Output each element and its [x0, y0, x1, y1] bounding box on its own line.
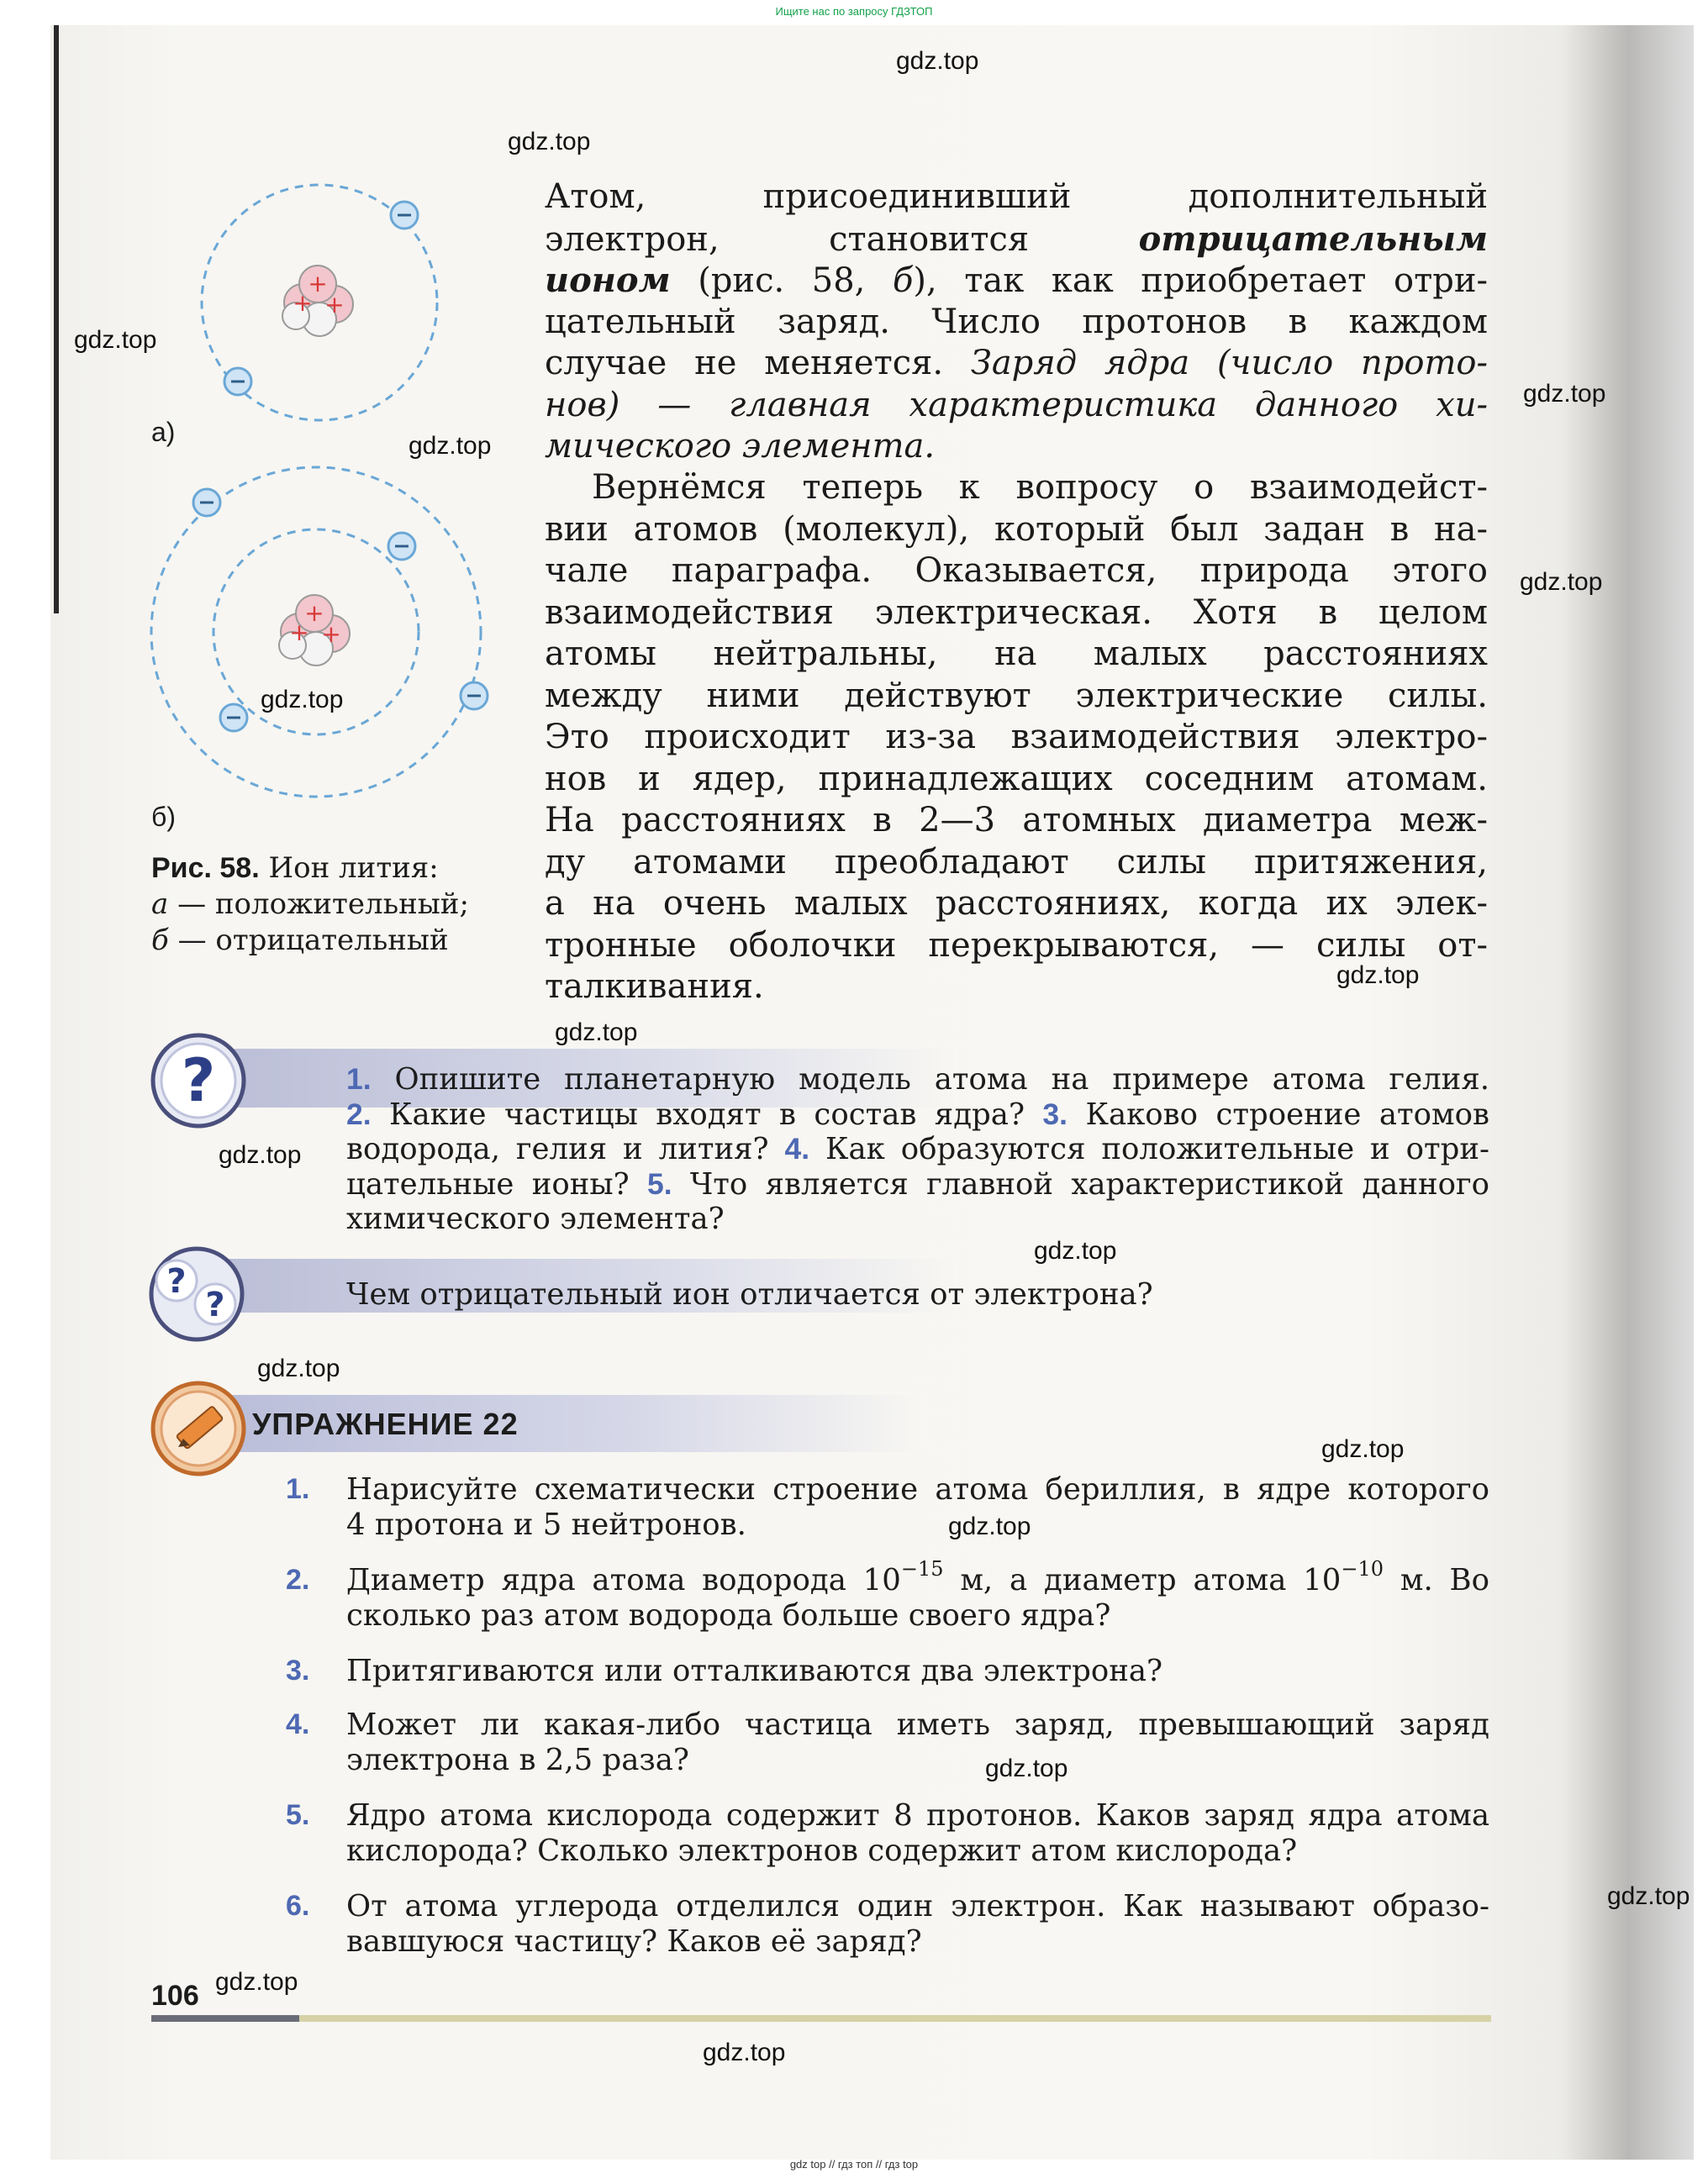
watermark: gdz.top: [703, 2039, 786, 2066]
exercise-item: [286, 1798, 1489, 1869]
svg-text:?: ?: [181, 1046, 216, 1115]
text-line: чале параграфа. Оказывается, природа этого: [545, 551, 1488, 590]
nucleus-icon: [282, 266, 353, 336]
electron-icon: [388, 533, 415, 560]
exercise-line: вавшуюся частицу? Каков её заряд?: [346, 1923, 922, 1959]
text-line: между ними действуют электрические силы.: [545, 676, 1488, 715]
exercise-number: 2.: [286, 1564, 310, 1596]
discussion-question: [346, 1277, 1489, 1313]
exercise-item: [286, 1557, 1489, 1634]
exercise-line: Притягиваются или отталкиваются два электрона?: [346, 1654, 1163, 1688]
svg-text:?: ?: [205, 1286, 225, 1324]
question-line: Чем отрицательный ион отличается от электрона?: [346, 1277, 1153, 1312]
footer-rule: [151, 2015, 1491, 2022]
exercise-item: [286, 1708, 1489, 1778]
footer-rule-accent: [151, 2015, 299, 2022]
electron-icon: [220, 704, 247, 731]
text-line: Это происходит из-за взаимодействия электро-: [545, 718, 1488, 756]
text-line: талкивания.: [545, 967, 764, 1006]
exercise-line: 4 протона и 5 нейтронов.: [346, 1507, 746, 1542]
svg-text:+: +: [289, 618, 309, 646]
watermark: gdz.top: [257, 1355, 340, 1382]
watermark: gdz.top: [508, 128, 591, 155]
electron-icon: [461, 682, 488, 709]
footer-note: gdz top // гдз топ // гдз top: [789, 2158, 919, 2171]
watermark: gdz.top: [215, 1968, 298, 1996]
watermark: gdz.top: [261, 686, 344, 713]
exercise-line: сколько раз атом водорода больше своего ядра?: [346, 1597, 1111, 1633]
review-questions: [346, 1062, 1489, 1237]
exercise-line: От атома углерода отделился один электрон. Как называют образо-: [346, 1889, 1489, 1923]
paragraph-2: [545, 467, 1488, 1008]
watermark: gdz.top: [948, 1513, 1031, 1540]
text-line: Вернёмся теперь к вопросу о взаимодейст-: [592, 468, 1488, 507]
text-line: нов) — главная характеристика данного хи-: [545, 385, 1488, 424]
text-line: мического элемента.: [545, 427, 936, 466]
svg-text:+: +: [324, 291, 345, 318]
electron-icon: [193, 489, 220, 516]
paragraph-1: [545, 176, 1488, 468]
discussion-icon: [146, 1244, 256, 1345]
caption-title: Ион лития:: [268, 851, 439, 885]
exercise-line: Ядро атома кислорода содержит 8 протонов. Каков заряд ядра атома: [346, 1798, 1489, 1833]
question-line: 1. Опишите планетарную модель атома на примере атома гелия.: [346, 1062, 1489, 1097]
exercise-number: 4.: [286, 1708, 310, 1740]
electron-icon: [224, 368, 251, 395]
text-line: а на очень малых расстояниях, когда их элек-: [545, 884, 1488, 923]
caption-label: Рис. 58.: [151, 852, 260, 884]
ion-positive-diagram: [193, 176, 445, 429]
text-line: ду атомами преобладают силы притяжения,: [545, 842, 1488, 881]
text-line: тронные оболочки перекрываются, — силы от-: [545, 925, 1488, 965]
caption-letter-a: а: [151, 887, 169, 921]
figure-caption: [151, 850, 469, 959]
watermark: gdz.top: [1336, 961, 1420, 989]
exercise-item: [286, 1889, 1489, 1960]
exercise-number: 6.: [286, 1890, 310, 1922]
watermark: gdz.top: [74, 326, 157, 354]
watermark: gdz.top: [1523, 380, 1606, 408]
svg-text:+: +: [293, 289, 313, 317]
watermark: gdz.top: [1607, 1882, 1690, 1910]
text-line: электрон, становится отрицательным: [545, 218, 1488, 259]
svg-text:?: ?: [166, 1262, 187, 1301]
caption-text-b: — отрицательный: [168, 924, 449, 957]
exercise-item: [286, 1472, 1489, 1543]
text-line: нов и ядер, принадлежащих соседним атомам.: [545, 759, 1488, 798]
question-icon: [148, 1030, 249, 1131]
exercise-title: УПРАЖНЕНИЕ 22: [252, 1407, 519, 1441]
figure-label-a: а): [151, 417, 176, 447]
question-line: химического элемента?: [346, 1202, 725, 1236]
pencil-icon: [148, 1378, 249, 1479]
watermark: gdz.top: [1034, 1237, 1117, 1265]
watermark: gdz.top: [985, 1755, 1068, 1782]
exercise-item: [286, 1654, 1489, 1689]
header-note: Ищите нас по запросу ГДЗТОП: [775, 5, 933, 18]
exercise-number: 5.: [286, 1799, 310, 1831]
watermark: gdz.top: [896, 47, 979, 75]
watermark: gdz.top: [219, 1141, 302, 1169]
electron-icon: [391, 202, 418, 229]
exercise-line: электрона в 2,5 раза?: [346, 1742, 689, 1777]
exercise-line: Диаметр ядра атома водорода $10^{-15}$ м, а диаметр атома $10^{-10}$ м. Во: [346, 1557, 1489, 1597]
exercise-number: 1.: [286, 1473, 310, 1505]
caption-text-a: — положительный;: [168, 887, 469, 921]
text-line: вии атомов (молекул), который был задан в на-: [545, 509, 1488, 549]
page-spine-shadow: [54, 25, 59, 613]
text-line: случае не меняется. Заряд ядра (число прото-: [545, 344, 1489, 382]
watermark: gdz.top: [1520, 568, 1603, 596]
nucleus-icon: [279, 595, 350, 666]
svg-text:+: +: [321, 620, 341, 648]
page-number: 106: [151, 1980, 199, 2012]
figure-label-b: б): [151, 802, 176, 832]
watermark: gdz.top: [409, 432, 492, 460]
svg-text:+: +: [308, 270, 328, 297]
svg-text:+: +: [304, 599, 324, 627]
ion-negative-diagram: [143, 455, 504, 817]
text-line: цательный заряд. Число протонов в каждом: [545, 302, 1488, 341]
text-line: атомы нейтральны, на малых расстояниях: [545, 634, 1488, 673]
caption-letter-b: б: [151, 924, 169, 957]
exercise-line: Может ли какая-либо частица иметь заряд, превышающий заряд: [346, 1708, 1489, 1742]
text-line: Атом, присоединивший дополнительный: [545, 177, 1488, 216]
exercise-number: 3.: [286, 1655, 310, 1687]
text-line: ионом (рис. 58, б), так как приобретает отри-: [545, 261, 1489, 300]
question-line: 2. Какие частицы входят в состав ядра? 3. Каково строение атомов: [346, 1097, 1490, 1132]
watermark: gdz.top: [1321, 1435, 1405, 1463]
exercise-line: Нарисуйте схематически строение атома бериллия, в ядре которого: [346, 1472, 1489, 1507]
text-line: взаимодействия электрическая. Хотя в целом: [545, 592, 1488, 632]
question-line: водорода, гелия и лития? 4. Как образуются положительные и отри-: [346, 1132, 1489, 1166]
question-line: цательные ионы? 5. Что является главной характеристикой данного: [346, 1166, 1490, 1202]
exercise-line: кислорода? Сколько электронов содержит атом кислорода?: [346, 1833, 1298, 1868]
watermark: gdz.top: [555, 1018, 638, 1046]
text-line: На расстояниях в 2—3 атомных диаметра меж-: [545, 801, 1488, 839]
